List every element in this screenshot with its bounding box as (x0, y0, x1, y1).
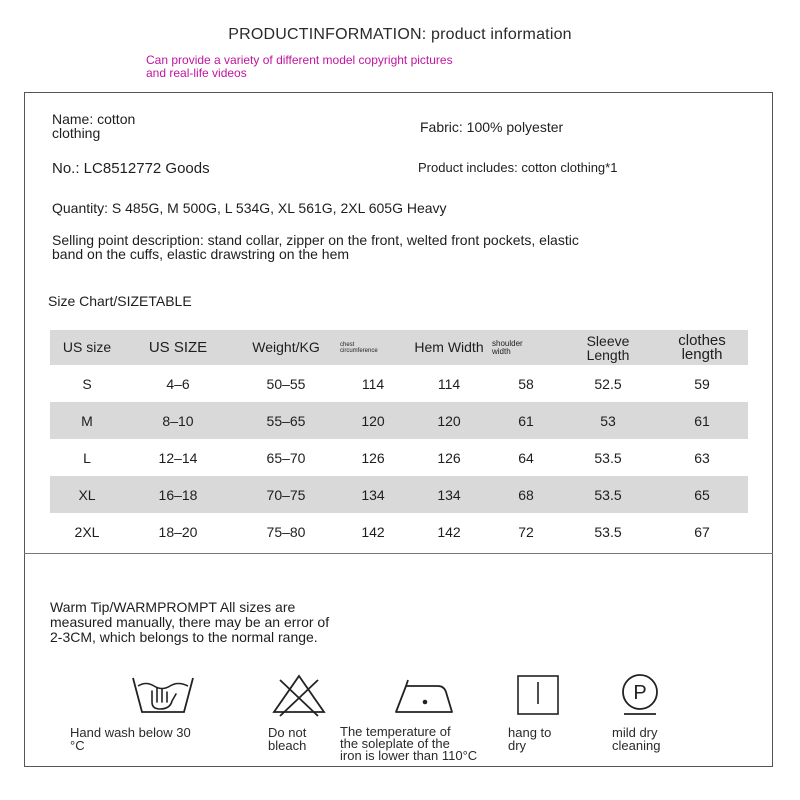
care-label-line-1: The temperature of (340, 724, 451, 739)
header-sleeve-line-1: Sleeve (586, 332, 630, 349)
care-label-iron (340, 726, 510, 762)
copyright-note-line-2: and real-life videos (146, 66, 247, 80)
iron-low-icon (392, 672, 458, 718)
product-name-line-1: Name: cotton (52, 111, 136, 127)
cell-hem: 134 (437, 486, 461, 503)
mild-dry-clean-icon (618, 672, 666, 718)
cell-shoulder: 58 (518, 375, 534, 392)
product-name-line-2: clothing (52, 125, 101, 141)
cell-shoulder: 64 (518, 449, 534, 466)
product-number: No.: LC8512772 Goods (52, 160, 210, 177)
header-hem-width: Hem Width (414, 339, 484, 355)
cell-clothes-length: 65 (694, 486, 710, 503)
header-chest-line-2: circumference (340, 347, 378, 354)
page-title: PRODUCTINFORMATION: product information (228, 26, 572, 43)
care-label-hand-wash (70, 726, 230, 752)
cell-weight: 65–70 (266, 449, 306, 466)
header-clothes-line-2: length (681, 345, 723, 363)
cell-us-size-range: 16–18 (158, 486, 198, 503)
header-us-size: US size (62, 339, 112, 355)
warm-tip-line-2: measured manually, there may be an error of (50, 614, 330, 630)
care-label-bleach (268, 726, 338, 752)
cell-us-size: S (82, 375, 92, 392)
cell-weight: 50–55 (266, 375, 306, 392)
cell-us-size-range: 18–20 (158, 523, 198, 540)
selling-points-line-1: Selling point description: stand collar, zipper on the front, welted front pockets, elastic (52, 232, 579, 248)
section-divider (24, 553, 773, 554)
cell-chest: 142 (361, 523, 385, 540)
warm-tip-line-1: Warm Tip/WARMPROMPT All sizes are (50, 599, 296, 615)
care-label-line-2: bleach (268, 738, 307, 753)
cell-sleeve: 53 (600, 412, 616, 429)
product-fabric: Fabric: 100% polyester (420, 119, 564, 135)
hand-wash-icon (130, 672, 196, 718)
product-name (52, 112, 135, 140)
header-shoulder-line-2: width (492, 346, 511, 356)
care-label-hang-dry (508, 726, 588, 752)
product-quantity: Quantity: S 485G, M 500G, L 534G, XL 561G, 2XL 605G Heavy (52, 200, 447, 216)
header-clothes-line-1: clothes (678, 331, 726, 349)
cell-chest: 134 (361, 486, 385, 503)
cell-us-size: M (81, 412, 93, 429)
copyright-note (146, 54, 576, 80)
hang-dry-icon (514, 672, 564, 718)
header-shoulder (492, 330, 560, 365)
selling-points (52, 233, 772, 261)
header-us-size-upper: US SIZE (148, 339, 208, 356)
cell-chest: 114 (361, 375, 385, 392)
header-sleeve (560, 330, 656, 365)
size-row-l (50, 439, 748, 476)
cell-us-size-range: 8–10 (162, 412, 194, 429)
care-label-dry-clean (612, 726, 702, 752)
cell-hem: 114 (437, 375, 461, 392)
care-label-line-1: Hand wash below 30 (70, 725, 191, 740)
dry-clean-symbol: P (633, 682, 647, 704)
cell-clothes-length: 59 (694, 375, 710, 392)
header-shoulder-line-1: shoulder (492, 338, 523, 348)
cell-shoulder: 72 (518, 523, 534, 540)
cell-us-size: 2XL (74, 523, 100, 540)
cell-weight: 75–80 (266, 523, 306, 540)
header-clothes-length (656, 330, 748, 365)
cell-clothes-length: 61 (694, 412, 710, 429)
cell-weight: 70–75 (266, 486, 306, 503)
header-chest-line-1: chest (340, 341, 355, 348)
cell-sleeve: 52.5 (594, 375, 622, 392)
care-label-line-1: hang to (508, 725, 552, 740)
size-row-2xl (50, 513, 748, 550)
warm-tip-line-3: 2-3CM, which belongs to the normal range. (50, 629, 318, 645)
cell-chest: 126 (361, 449, 385, 466)
cell-us-size: XL (78, 486, 96, 503)
copyright-note-line-1: Can provide a variety of different model copyright pictures (146, 53, 453, 67)
size-row-xl (50, 476, 748, 513)
header-chest (340, 330, 406, 365)
cell-shoulder: 61 (518, 412, 534, 429)
product-includes: Product includes: cotton clothing*1 (418, 160, 618, 175)
size-row-s (50, 365, 748, 402)
care-label-line-1: Do not (268, 725, 307, 740)
do-not-bleach-icon (270, 672, 328, 718)
cell-weight: 55–65 (266, 412, 306, 429)
cell-sleeve: 53.5 (594, 449, 622, 466)
cell-hem: 126 (437, 449, 461, 466)
header-weight: Weight/KG (252, 339, 320, 355)
cell-sleeve: 53.5 (594, 486, 622, 503)
care-label-line-2: the soleplate of the (340, 736, 450, 751)
cell-sleeve: 53.5 (594, 523, 622, 540)
size-table-header-row (50, 330, 748, 365)
size-table (50, 330, 748, 550)
size-chart-title: Size Chart/SIZETABLE (48, 293, 192, 309)
cell-hem: 142 (437, 523, 461, 540)
cell-clothes-length: 63 (694, 449, 710, 466)
cell-chest: 120 (361, 412, 385, 429)
care-label-line-1: mild dry (612, 725, 658, 740)
selling-points-line-2: band on the cuffs, elastic drawstring on the hem (52, 246, 350, 262)
cell-us-size: L (83, 449, 91, 466)
care-label-line-2: dry (508, 738, 527, 753)
size-row-m (50, 402, 748, 439)
warm-tip (50, 600, 430, 645)
cell-us-size-range: 12–14 (158, 449, 198, 466)
cell-shoulder: 68 (518, 486, 534, 503)
care-label-line-2: °C (70, 738, 85, 753)
care-label-line-2: cleaning (612, 738, 661, 753)
cell-us-size-range: 4–6 (166, 375, 190, 392)
cell-clothes-length: 67 (694, 523, 710, 540)
cell-hem: 120 (437, 412, 461, 429)
header-sleeve-line-2: Length (586, 346, 630, 363)
care-label-line-3: iron is lower than 110°C (340, 748, 478, 763)
